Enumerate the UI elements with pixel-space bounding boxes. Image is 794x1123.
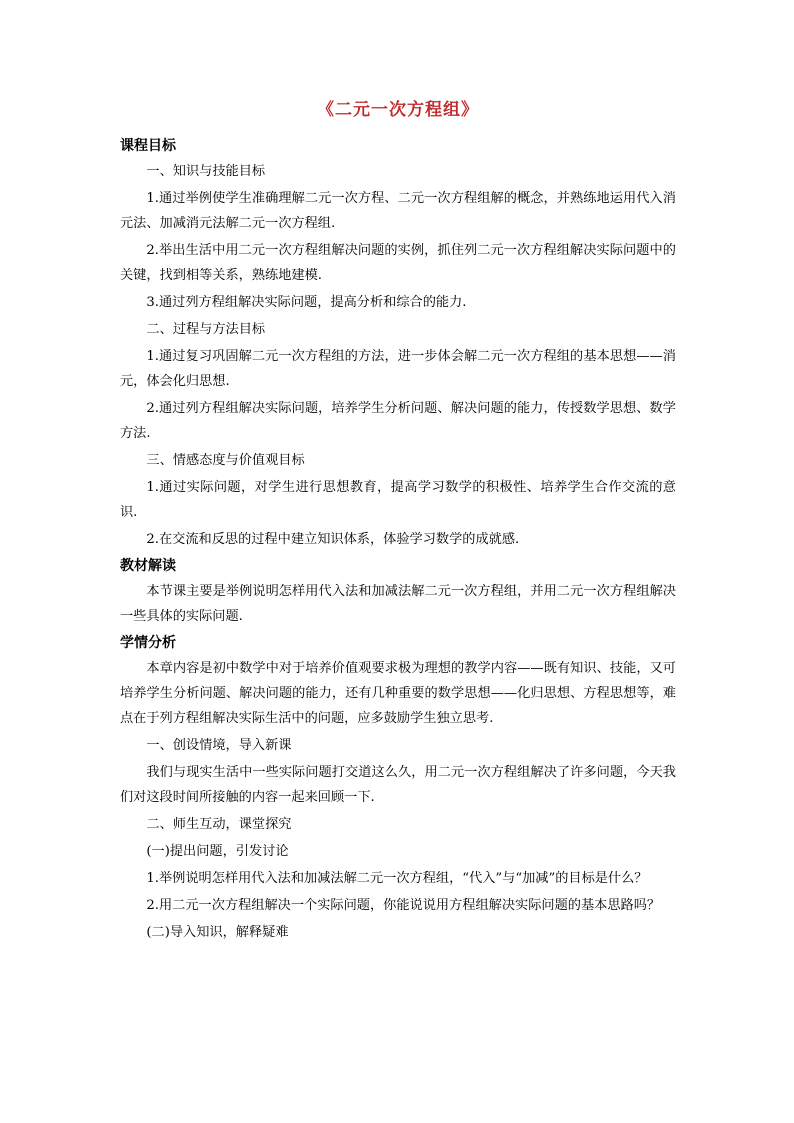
paragraph: 三、情感态度与价值观目标 (146, 453, 305, 468)
paragraph: 1.通过复习巩固解二元一次方程组的方法，进一步体会解二元一次方程组的基本思想——消元，体会化归思想. (120, 349, 676, 389)
paragraph: 2.通过列方程组解决实际问题，培养学生分析问题、解决问题的能力，传授数学思想、数学方法. (120, 401, 676, 441)
paragraph: 本章内容是初中数学中对于培养价值观要求极为理想的教学内容——既有知识、技能，又可培养学生分析问题、解决问题的能力，还有几种重要的数学思想——化归思想、方程思想等，难点在于列方程组解决实际生活中的问题，应多鼓励学生独立思考. (120, 661, 676, 726)
paragraph: 我们与现实生活中一些实际问题打交道这么久，用二元一次方程组解决了许多问题，今天我们对这段时间所接触的内容一起来回顾一下. (120, 765, 676, 805)
paragraph: 2.在交流和反思的过程中建立知识体系，体验学习数学的成就感. (146, 532, 520, 547)
paragraph: 1.通过实际问题，对学生进行思想教育，提高学习数学的积极性、培养学生合作交流的意识. (120, 480, 676, 520)
section-heading: 学情分析 (120, 635, 176, 651)
paragraph: 2.用二元一次方程组解决一个实际问题，你能说说用方程组解决实际问题的基本思路吗？ (146, 898, 661, 913)
paragraph: 3.通过列方程组解决实际问题，提高分析和综合的能力. (146, 295, 467, 310)
document-title: 《二元一次方程组》 (317, 100, 479, 120)
paragraph: (一)提出问题，引发讨论 (146, 844, 289, 859)
section-course-objectives (120, 134, 676, 552)
paragraph: 2.举出生活中用二元一次方程组解决问题的实例，抓住列二元一次方程组解决实际问题中的关键，找到相等关系，熟练地建模. (120, 243, 676, 283)
section-learning-analysis (120, 631, 676, 945)
paragraph: 本节课主要是举例说明怎样用代入法和加减法解二元一次方程组，并用二元一次方程组解决一些具体的实际问题. (120, 584, 676, 624)
section-heading: 课程目标 (120, 138, 176, 154)
paragraph: 二、过程与方法目标 (146, 322, 266, 337)
section-heading: 教材解读 (120, 558, 176, 574)
paragraph: (二)导入知识，解释疑难 (146, 925, 289, 940)
paragraph: 1.举例说明怎样用代入法和加减法解二元一次方程组，“代入”与“加减”的目标是什么？ (146, 871, 648, 886)
section-textbook-interpretation (120, 554, 676, 629)
document-page (120, 96, 676, 947)
paragraph: 二、师生互动，课堂探究 (146, 817, 292, 832)
paragraph: 一、知识与技能目标 (146, 164, 266, 179)
paragraph: 1.通过举例使学生准确理解二元一次方程、二元一次方程组解的概念，并熟练地运用代入消元法、加减消元法解二元一次方程组. (120, 191, 676, 231)
paragraph: 一、创设情境，导入新课 (146, 738, 292, 753)
